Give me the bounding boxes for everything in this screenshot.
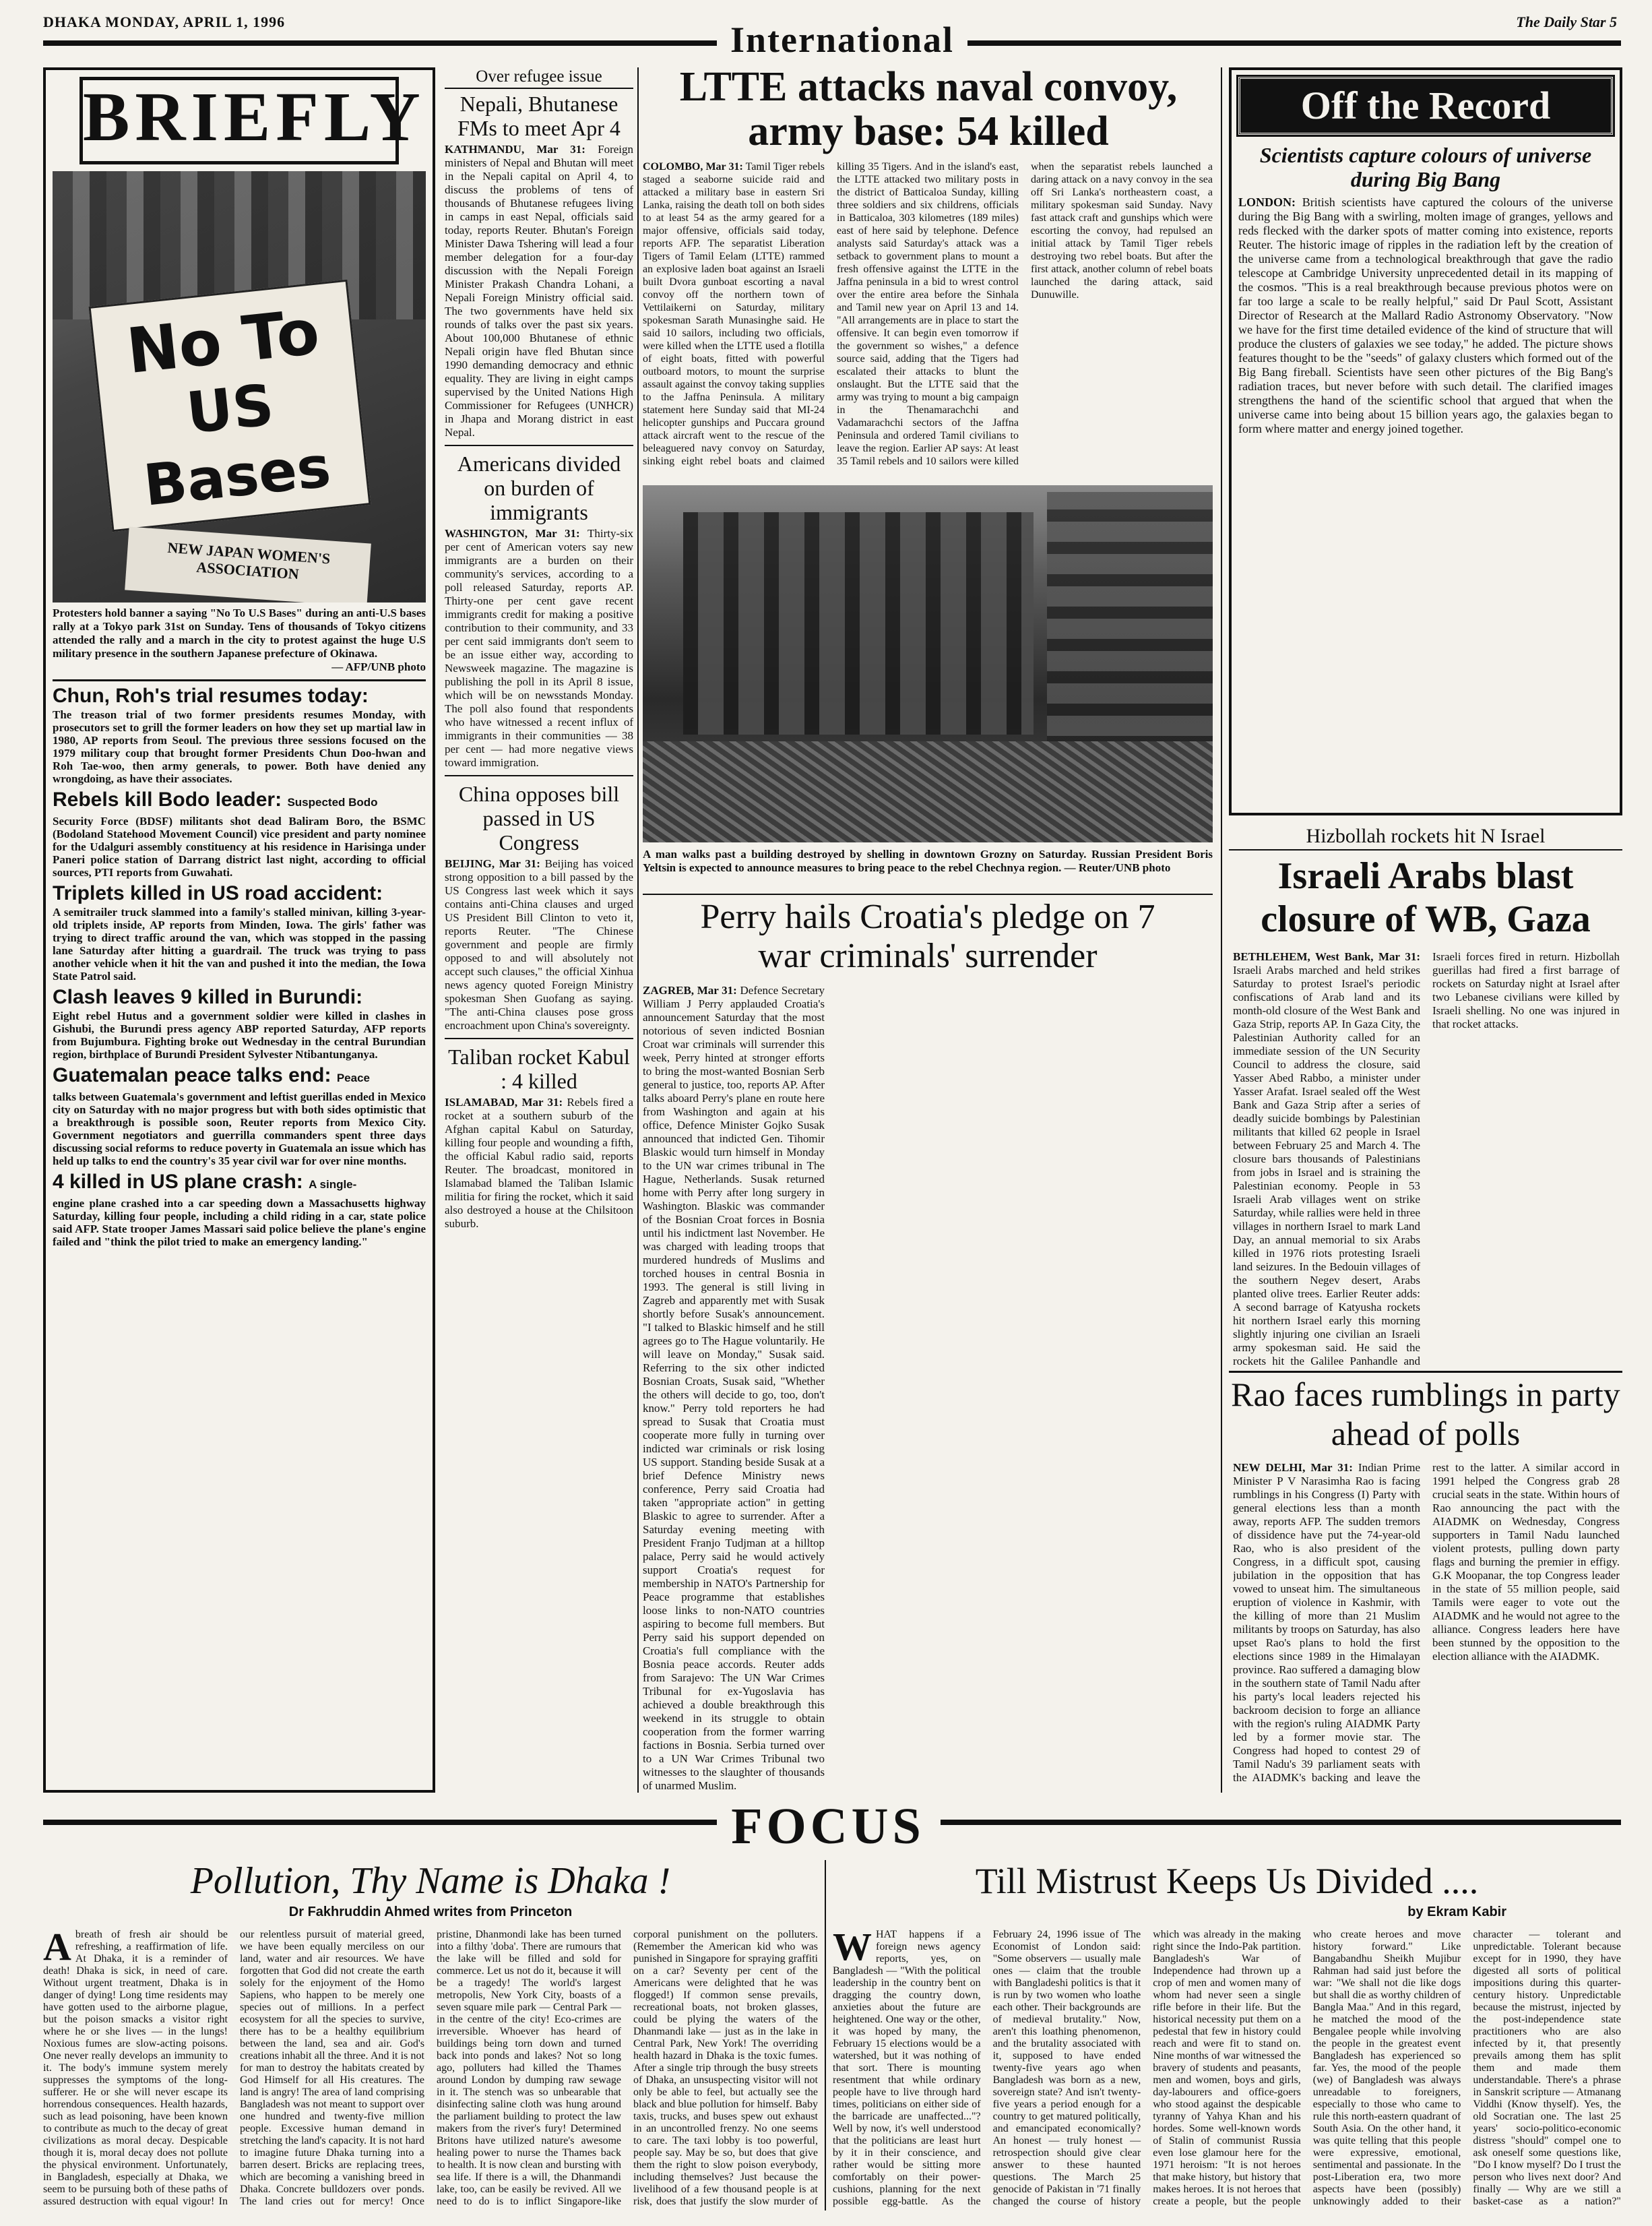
briefly-item-head: Guatemalan peace talks end: Peace: [53, 1064, 371, 1086]
ltte-story: COLOMBO, Mar 31: Tamil Tiger rebels staged a seaborne suicide raid and attacked a military base in eastern Sri Lanka, raising the death toll on both sides to at least 54 as the army geared for a major offensive, officials said today, reports AFP. The separatist Liberation Tigers of Tamil Eelam (LTTE) rammed an explosive laden boat against an Israeli built Dvora gunboat escorting a naval convoy off the northern town of Vettilaikerni on Saturday, military spokesman Sarath Munasinghe said. He said 10 sailors, including two officials, were killed when the LTTE used a flotilla of eight boats, fitted with powerful outboard motors, to mount the surprise assault against the convoy taking supplies to the Jaffna Peninsula. A military statement here Sunday said that MI-24 helicopter gunships and Puccara ground attack aircraft went to the rescue of the beleaguered navy convoy on Saturday, sinking eight rebel boats and claimed killing 35 Tigers. And in the island's east, the LTTE attacked two military posts in the district of Batticaloa Sunday, killing three soldiers and six childrens, officials in Batticaloa, 303 kilometres (189 miles) east of here said by telephone. Defence analysts said Saturday's attack was a setback to government plans to mount a fresh offensive against the LTTE in the Jaffna peninsula in a bid to wrest control over the entire area before the Sinhala and Tamil new year on April 13 and 14. "All arrangements are in place to start the offensive. It can begin even tomorrow if the government so wishes," a defence source said, adding that the Tigers had escalated their attacks to blunt the onslaught. But the LTTE said that the army was trying to mount a big campaign in the Thenamarachchi and Vadamarachchi sectors of the Jaffna Peninsula and ordered Tamil civilians to leave the region. Earlier AP says: At least 35 Tamil rebels and 10 sailors were killed when the separatist rebels launched a daring attack on a navy convoy in the sea off Sri Lanka's northeastern coast, a military spokesman said Sunday. Navy fast attack craft and gunships which were escorting the convoy, had repulsed an initial attack by Tamil Tiger rebels destroying two rebel boats. But after the first attack, another column of rebel boats launched the daring attack, said Dunuwille.: [643, 161, 1213, 467]
rao-headline: Rao faces rumblings in party ahead of polls: [1231, 1375, 1620, 1452]
croatia-headline: Perry hails Croatia's pledge on 7 war criminals' surrender: [700, 898, 1155, 975]
immigrants-headline: Americans divided on burden of immigrants: [457, 452, 621, 524]
taliban-story: ISLAMABAD, Mar 31: Rebels fired a rocket at a southern suburb of the Afghan capital Kabul on Saturday, killing four people and wounding a fifth, the official Kabul radio said, reports Reuter. The broadcast, monitored in Islamabad blamed the Taliban Islamic militia for firing the rocket, which it said also destroyed a house at the Chilsitoon suburb.: [445, 1096, 633, 1230]
column-two: [445, 67, 633, 1793]
off-record-headline: Scientists capture colours of universe during Big Bang: [1259, 143, 1592, 191]
briefly-item: [53, 883, 426, 983]
column-two-divider: [445, 775, 633, 776]
pollution-headline: Pollution, Thy Name is Dhaka !: [190, 1860, 671, 1902]
off-record-box: [1229, 67, 1622, 815]
focus-rule-right: [941, 1820, 1621, 1825]
refugee-kicker: Over refugee issue: [445, 67, 633, 89]
briefly-photo-credit: — AFP/UNB photo: [331, 660, 426, 673]
section-title: International: [730, 20, 955, 60]
briefly-item: [53, 1065, 426, 1167]
croatia-dateline: ZAGREB, Mar 31:: [643, 984, 737, 997]
briefly-item-head: Chun, Roh's trial resumes today:: [53, 685, 369, 707]
ruined-building: [1047, 492, 1213, 748]
off-record-logo: Off the Record: [1238, 77, 1613, 135]
rao-story: NEW DELHI, Mar 31: Indian Prime Minister P V Narasimha Rao is facing rumblings in his Congress (I) Party with general elections less than a month away, reports AFP. The sudden tremors of dissidence have put the 74-year-old Rao, who is also president of the Congress, in a difficult spot, causing jubilation in the opposition that has vowed to unseat him. The simultaneous eruption of violence in Kashmir, with the killing of more than 21 Muslim militants by troops on Saturday, has also upset Rao's plans to hold the first elections since 1989 in the Himalayan province. Rao suffered a damaging blow in the southern state of Tamil Nadu after his party's local leaders rejected his backroom decision to forge an alliance with the region's ruling AIADMK Party led by a former movie star. The Congress had hoped to contest 29 of Tamil Nadu's 39 parliament seats with the AIADMK's backing and leave the rest to the latter. A similar accord in 1991 helped the Congress grab 28 crucial seats in the state. Within hours of Rao announcing the pact with the AIADMK on Wednesday, Congress supporters in Tamil Nadu launched violent protests, pulling down party flags and burning the premier in effigy. G.K Moopanar, the top Congress leader in the state of 55 million people, said Tamils were eager to vote out the AIADMK and he would not agree to the alliance. Congress leaders here have been stunned by the opposition to the election alliance with the AIADMK.: [1233, 1461, 1620, 1784]
briefly-item-head: 4 killed in US plane crash: A single-: [53, 1171, 357, 1193]
immigrants-dateline: WASHINGTON, Mar 31:: [445, 527, 580, 540]
briefly-logo: BRIEFLY: [80, 77, 399, 164]
mistrust-story: WHAT happens if a foreign news agency reports, yes, on Bangladesh — "With the political leadership in the country bent on dragging the country down, anxieties about the future are heightened. One way or the other, it was hoped by many, the February 15 elections would be a watershed, but it was nothing of that sort. There is mounting resentment that while ordinary people have to live through hard times, politicians on either side of the barricade are unaffected..."? Well by now, it's well understood that the politicians are least hurt by it in their conscience, and rather would be sitting more comfortably on their power-cushions, planning for the next possible egg-battle. As the February 24, 1996 issue of The Economist of London said: "Some observers — usually male ones — claim that the trouble with Bangladeshi politics is that it is run by two women who loathe each other. Their backgrounds are of medieval brutality." Now, aren't this loathing phenomenon, and the brutality associated with it, supposed to have ended twenty-five years ago when Bangladesh was born as a new, sovereign state? And isn't twenty-five years a period enough for a country to get matured politically, and emancipated economically? An honest — truly honest — retrospection should give clear answer to these haunted questions. The March 25 genocide of Pakistan in '71 finally changed the course of history which was already in the making right since the Indo-Pak partition. Bangladesh's War of Independence had thrown up a crop of men and women many of whom had never seen a single rifle before in their life. But the historical necessity put them on a pedestal that few in history could reach and were fit to stand on. Nine months of war witnessed the bravery of students and peasants, men and women, boys and girls, day-labourers and office-goers who stood against the despicable tyranny of Yahya Khan and his hordes. Some well-known words of Stalin of communist Russia even lose glamour here for the 1971 heroism: "It is not heroes that make history, but history that makes heroes. It is not heroes that create a people, but the people who create heroes and move history forward." Like Bangabandhu Sheikh Mujibur Rahman had said just before the war: "We shall not die like dogs but shall die as worthy children of Bangla Maa." And in this regard, he matched the mood of the Bengalee people while involving the people in the greatest event Bangladesh has experienced so far. Yes, the mood of the people (we) of Bangladesh was always unreadable to foreigners, especially to those who came to rule this north-eastern quadrant of South Asia. On the other hand, it was quite telling that this people were expressive, emotional, sentimental and passionate. In the post-Liberation era, two more aspects have been (possibly) unknowingly added to their character — tolerant and unpredictable. Tolerant because except for in 1990, they have digested all sorts of political impositions during this quarter-century history. Unpredictable because the mistrust, injected by the post-independence state practitioners who are also infected by it, that presently prevails among them has split them and made them understandable. There's a phrase in Sanskrit scripture — Atmanang Viddhi (Know thyself). Yes, the old Socratian one. The last 25 years' socio-politico-economic distress "should" compel one to ask oneself some questions like, "Do I know myself? Do I trust the person who lives next door? And finally — Why are we still a basket-case as a nation?": [833, 1929, 1621, 2207]
focus-rule-left: [43, 1820, 717, 1825]
israel-headline: Israeli Arabs blast closure of WB, Gaza: [1261, 855, 1591, 940]
protest-sign: [88, 280, 371, 532]
off-record-dateline: LONDON:: [1238, 195, 1296, 209]
rao-rule: [1229, 1371, 1622, 1373]
briefly-item: [53, 987, 426, 1061]
china-dateline: BEIJING, Mar 31:: [445, 857, 540, 870]
briefly-item-lead: Peace: [336, 1072, 371, 1084]
china-headline: China opposes bill passed in US Congress: [458, 782, 620, 855]
briefly-box: [43, 67, 435, 1793]
croatia-story: ZAGREB, Mar 31: Defence Secretary William J Perry applauded Croatia's announcement Saturday that the most notorious of seven indicted Bosnian Croat war criminals will surrender this week, Perry hinted at stronger efforts to bring the most-wanted Bosnian Serb general to justice, too, reports AP. After talks aboard Perry's plane en route here from Washington and again at his office, Defence Minister Gojko Susak announced that indicted Gen. Tihomir Blaskic would turn himself in Monday to the UN war crimes tribunal in The Hague, Netherlands. Susak returned home with Perry after long surgery in Washington. Blaskic was commander of the Bosnian Croat forces in Bosnia until his indictment last November. He was charged with leading troops that murdered hundreds of Muslims and torched houses in central Bosnia in 1993. The general is still living in Zagreb and apparently met with Susak shortly before Susak's announcement. "I talked to Blaskic himself and he still agrees go to The Hague voluntarily. He will leave on Monday," Susak said. Referring to the six other indicted Bosnian Croats, Susak said, "Whether the others will decide to go, too, don't know." Perry told reporters he had spread to Susak that Croatia must cooperate more fully in turning over indicted war criminals or risk losing US support. Standing beside Susak at a brief Defence Ministry news conference, Perry said Croatia had taken "appropriate action" in getting Blaskic to agree to surrender. After a Saturday evening meeting with President Franjo Tudjman at a hilltop palace, Perry said he would actively support Croatia's request for membership in NATO's Partnership for Peace programme that establishes loose links to non-NATO countries aspiring to become full members. But Perry said his support depended on Croatia's full compliance with the Bosnia peace accords. Reuter adds from Sarajevo: The UN War Crimes Tribunal for ex-Yugoslavia has achieved a double breakthrough this weekend in its struggle to obtain cooperation from the former warring factions in Bosnia. Serbia turned over to a UN War Crimes Tribunal two witnesses to the slaughter of thousands of unarmed Muslim.: [643, 984, 825, 1792]
grozny-caption: A man walks past a building destroyed by shelling in downtown Grozny on Saturday. Russian President Boris Yeltsin is expected to announce measures to bring peace to the rebel Chechnya region. — Reuter/UNB photo: [643, 848, 1213, 874]
briefly-item-head: Triplets killed in US road accident:: [53, 882, 383, 904]
briefly-photo-caption: Protesters hold banner a saying "No To U.S Bases" during an anti-U.S bases rally at a Tokyo park 31st on Sunday. Tens of thousands of Tokyo citizens attended the rally and a march in the city to protest against the huge U.S military presence in the southern Japanese prefecture of Okinawa.: [53, 607, 426, 660]
grozny-photo: [643, 485, 1213, 842]
rubble: [643, 741, 1213, 842]
briefly-item-body: Eight rebel Hutus and a government soldier were killed in clashes in Gishubi, the Burundi press agency ABP reported Saturday, AFP reports from Bujumbura. Fighting broke out Wednesday in the central Burundian region, birthplace of Burundi President Sylvester Ntibantunganya.: [53, 1010, 426, 1061]
briefly-divider: [53, 679, 426, 681]
mistrust-headline: Till Mistrust Keeps Us Divided ....: [975, 1861, 1479, 1901]
briefly-item-lead: Suspected Bodo: [287, 796, 378, 809]
taliban-headline: Taliban rocket Kabul : 4 killed: [448, 1045, 630, 1093]
column-two-divider: [445, 445, 633, 446]
refugee-dateline: KATHMANDU, Mar 31:: [445, 143, 585, 156]
tokyo-protest-photo: [53, 171, 426, 602]
grozny-credit: — Reuter/UNB photo: [1064, 861, 1171, 874]
briefly-item: [53, 1171, 426, 1248]
briefly-item-body: talks between Guatemala's government and leftist guerillas ended in Mexico city on Saturday with no major progress but with both sides optimistic that a breakthrough is possible soon, Reuter reports from Mexico City. Government negotiators and guerrilla commanders spent three days discussing social reforms to reduce poverty in Guatemala an issue which has held up talks to end the country's 35 year civil war for over nine months.: [53, 1090, 426, 1167]
pollution-dropcap: A: [43, 1929, 71, 1969]
croatia-rule: [643, 894, 1213, 895]
ruined-building: [683, 512, 1034, 735]
refugee-headline: Nepali, Bhutanese FMs to meet Apr 4: [457, 92, 621, 140]
sign-line-2: US Bases: [140, 371, 334, 519]
mistrust-byline: by Ekram Kabir: [1407, 1905, 1506, 1919]
column-rule: [1221, 67, 1222, 1793]
women-association-banner: NEW JAPAN WOMEN'S ASSOCIATION: [125, 527, 371, 602]
briefly-item-lead: A single-: [309, 1178, 357, 1191]
sign-line-1: No To: [123, 295, 323, 388]
israel-story: BETHLEHEM, West Bank, Mar 31: Israeli Arabs marched and held strikes Saturday to protest Israel's periodic confiscations of Arab land and its month-old closure of the West Bank and Gaza Strip, reports AP. In Gaza City, the Palestinian Authority called for an immediate session of the UN Security Council to address the closure, said Yasser Abed Rabbo, a minister under Yasser Arafat. Israel sealed off the West Bank and Gaza Strip after a series of deadly suicide bombings by Palestinian militants that killed 62 people in Israel between February 25 and March 4. The closure bars thousands of Palestinians from jobs in Israel and is straining the Palestinian economy. People in 53 Israeli Arab villages went on strike Saturday, while rallies were held in three villages in northern Israel to mark Land Day, an annual memorial to six Arabs killed in 1976 riots protesting Israeli land seizures. In the Bedouin villages of the southern Negev desert, Arabs planted olive trees. Earlier Reuter adds: A second barrage of Katyusha rockets hit northern Israel early this morning slightly injuring one civilian an Israeli army spokesman said. He said the rockets hit the Galilee Panhandle and Israeli forces fired in return. Hizbollah guerillas had fired a first barrage of rockets on Saturday night at Israel after two Lebanese civilians were killed by Israeli shelling. No one was injured in that rocket attacks.: [1233, 950, 1620, 1367]
masthead-rule-right: [967, 40, 1621, 46]
briefly-item: [53, 789, 426, 879]
immigrants-story: WASHINGTON, Mar 31: Thirty-six per cent of American voters say new immigrants are a burden on their community's services, according to a poll released Saturday, reports AP. Thirty-one per cent gave recent immigrants credit for making a positive contribution to their community, and 33 per cent said immigrants don't seem to be an issue either way, according to Newsweek magazine. The magazine is publishing the poll in its April 8 issue, which will be on newsstands Monday. The poll also found that respondents who have witnessed a recent influx of immigrants in their communities — 38 per cent — had more negative views toward immigration.: [445, 527, 633, 769]
column-rule: [637, 67, 639, 1793]
masthead-date: DHAKA MONDAY, APRIL 1, 1996: [43, 13, 286, 30]
briefly-item-body: A semitrailer truck slammed into a family's stalled minivan, killing 3-year-old triplets inside, AP reports from Minden, Iowa. The girls' father was trying to direct traffic around the van, which was stopped in the passing lane Saturday after hitting a guardrail. The truck was trying to pass another vehicle when it hit the van and pushed it into the median, the Iowa State Patrol said.: [53, 906, 426, 983]
israel-dateline: BETHLEHEM, West Bank, Mar 31:: [1233, 950, 1420, 963]
briefly-item-head: Rebels kill Bodo leader: Suspected Bodo: [53, 789, 378, 811]
mistrust-dropcap: W: [833, 1929, 872, 1969]
off-record-story: LONDON: British scientists have captured the colours of the universe during the Big Bang with a swirling, molten image of granges, yellows and reds flecked with the darker spots of matter coming into existence, reports Reuter. The historic image of ripples in the radiation left by the creation of the universe came from a technological breakthrough that gave the radio telescope at Cambridge University unprecedented detail in its mapping of the cosmos. "This is a real breakthrough because previous photos were on far too large a scale to be really helpful," said Dr Paul Scott, Assistant Director of Research at the Mallard Radio Astronomy Observatory. "Now we have for the first time detailed evidence of the kind of structure that will produce the clusters of galaxies we see today," he added. The picture shows features thought to be the "seeds" of galaxy clusters which formed out of the Big Bang fireball. Scientists have seen other pictures of the Big Bang's radiation traces, but never before with such detail. The clarified images strengthens the hand of the scientific school that argued that when the universe came into being about 15 billion years ago, the galaxies began to form where matter and energy joined together.: [1238, 195, 1614, 435]
column-rule: [825, 1860, 826, 2210]
column-two-divider: [445, 1038, 633, 1039]
israel-kicker: Hizbollah rockets hit N Israel: [1229, 824, 1622, 851]
briefly-item-body: The treason trial of two former presidents resumes Monday, with prosecutors set to grill the former leaders on how they set up martial law in 1980, AP reports from Seoul. The previous three sessions focused on the 1979 military coup that brought former Presidents Chun Doo-hwan and Roh Tae-woo, then army generals, to power. Both have denied any wrongdoing, as have their associates.: [53, 708, 426, 785]
briefly-item: [53, 685, 426, 785]
pollution-story: Abreath of fresh air should be refreshing, a reaffirmation of life. At Dhaka, it is a reminder of death! Dhaka is sick, in need of care. Without urgent treatment, Dhaka is in danger of dying! Long time residents may have gotten used to the airborne plague, but the poison smacks a visitor right where he or she lives — in the lungs! Noxious fumes are slow-acting poisons. One never really develops an immunity to it. The body's immune system merely suppresses the symptoms of the long-sufferer. He or she will never escape its horrendous consequences. Health hazards, such as lead poisoning, have been known to contribute as much to the decay of great civilizations as moral decay. Despicable though it is, moral decay does not pollute the physical environment. Unfortunately, in Bangladesh, especially at Dhaka, we seem to be pursuing both of these paths of assured destruction with equal vigour! In our relentless pursuit of material greed, we have been equally merciless on our land, water and air resources. We have forgotten that God did not create the earth solely for the enjoyment of the Homo Sapiens, who happen to be merely one species out of millions. In a perfect ecosystem for all the species to survive, there has to be a healthy equilibrium between the land, sea and air. God's creations inhabit all the three. And it is not for man to destroy the habitats created by God Himself for all His creatures. The land is angry! The area of land comprising Bangladesh was not meant to support over one hundred and twenty-five million people. Excessive human demand in stretching the land's capacity. It is not hard to imagine future Dhaka turning into a barren desert. Bricks are replacing trees, which are becoming a vanishing breed in Dhaka. Concrete bulldozers over ponds. The land cries out for mercy! Once pristine, Dhanmondi lake has been turned into a filthy 'doba'. There are rumours that the lake will be filled and sold for commerce. Let us not do it, because it will be a tragedy! The world's largest metropolis, New York City, boasts of a seven square mile park — Central Park — in the centre of the city! Eco-crimes are irreversible. Whoever has heard of buildings being torn down and turned back into ponds and lakes? Not so long ago, polluters had killed the Thames around London by dumping raw sewage in it. The stench was so unbearable that disinfecting saline cloth was hung around the parliament building to protect the law makers from the river's fury! Determined Britons have utilized nature's awesome healing power to nurse the Thames back to health. It is now clean and bursting with sea life. If there is a will, the Dhanmandi lake, too, can be easily be revived. All we need to do is to inflict Singapore-like corporal punishment on the polluters. (Remember the American kid who was punished in Singapore for spraying graffiti on a car? Seventy per cent of the Americans were delighted that he was flogged!) If common sense prevails, recreational boats, not broken glasses, could be plying the waters of the Dhanmandi lake — just as in the lake in Central Park, New York! The overriding health hazard in Dhaka is the toxic fumes. After a single trip through the busy streets of Dhaka, an unsuspecting visitor will not only be able to feel, but actually see the black and blue pollution for himself. Baby taxis, trucks, and buses spew out exhaust in an uncontrolled frenzy. No one seems to care. The taxi lobby is too powerful, people say. May be so, but does that give them the right to slow poison everybody, including themselves? Just because the livelihood of a few thousand people is at risk, does that justify the slow murder of: [43, 1929, 818, 2207]
briefly-item-body: Security Force (BDSF) militants shot dead Baliram Boro, the BSMC (Bodoland Statehood Movement Council) vice president and party nominee for the Udalguri assembly constituency at his residence in Harisinga under Paneri police station of Darrang district last night, according to official sources, PTI reports from Guwahati.: [53, 815, 426, 879]
ltte-headline: LTTE attacks naval convoy, army base: 54 killed: [679, 65, 1178, 154]
taliban-dateline: ISLAMABAD, Mar 31:: [445, 1096, 563, 1109]
refugee-story: KATHMANDU, Mar 31: Foreign ministers of Nepal and Bhutan will meet in the Nepali capital on April 4, to discuss the problems of tens of thousands of Bhutanese refugees living in camps in east Nepal, officials said today, reports Reuter. Bhutan's Foreign Minister Dawa Tshering will lead a four member delegation for a four-day discussion with the Nepali Foreign Minister Prakash Chandra Lohani, a Nepali Foreign Ministry official said. The two governments have held six rounds of talks over the past six years. About 100,000 Bhutanese of ethnic Nepali origin have fled Bhutan since 1990 demanding democracy and ethnic equality. They are living in eight camps supervised by the United Nations High Commissioner for Refugees (UNHCR) in Jhapa and Morang district in east Nepal.: [445, 143, 633, 439]
briefly-item-head: Clash leaves 9 killed in Burundi:: [53, 986, 363, 1008]
ltte-dateline: COLOMBO, Mar 31:: [643, 161, 743, 173]
pollution-byline: Dr Fakhruddin Ahmed writes from Princeton: [288, 1905, 573, 1919]
rao-dateline: NEW DELHI, Mar 31:: [1233, 1461, 1353, 1474]
china-story: BEIJING, Mar 31: Beijing has voiced strong opposition to a bill passed by the US Congress last week which it says contains anti-China clauses and urged US President Bill Clinton to veto it, reports Reuter. "The Chinese government and people are firmly opposed to and will absolutely not accept such clauses," the official Xinhua news agency quoted Foreign Ministry spokesman Shen Guofang as saying. "The anti-China clauses pose gross encroachment upon China's sovereignty.: [445, 857, 633, 1032]
masthead-rule-left: [43, 40, 717, 46]
focus-label: FOCUS: [731, 1801, 925, 1852]
briefly-item-body: engine plane crashed into a car speeding down a Massachusetts highway Saturday, killing four people, including a child riding in a car, state police said AFP. State trooper James Massari said police believe the plane's engine failed and "think the pilot tried to make an emergency landing.": [53, 1197, 426, 1248]
paper-name: The Daily Star 5: [1516, 13, 1617, 30]
